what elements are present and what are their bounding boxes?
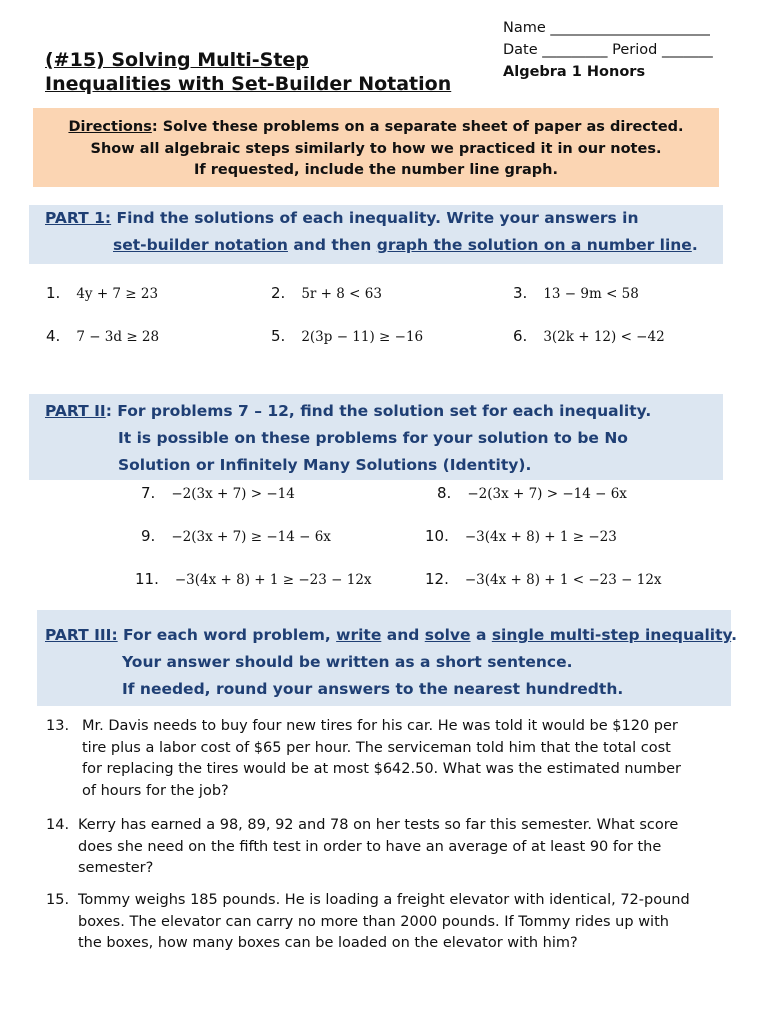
problem-3: 3. 13 − 9m < 58: [513, 284, 639, 302]
part1-label: PART 1:: [45, 209, 112, 227]
problem-2: 2. 5r + 8 < 63: [271, 284, 382, 302]
directions-line-3: If requested, include the number line graph.: [193, 162, 559, 178]
directions-line-2: Show all algebraic steps similarly to how we practiced it in our notes.: [90, 140, 662, 157]
problem-7: 7. −2(3x + 7) > −14: [141, 484, 295, 502]
part1-line-2: set-builder notation and then graph the solution on a number line.: [113, 236, 698, 254]
part2-line-1: PART II: For problems 7 – 12, find the solution set for each inequality.: [45, 402, 652, 420]
title-line-1: (#15) Solving Multi-Step: [45, 49, 309, 71]
part3-line-1: PART III: For each word problem, write and solve a single multi-step inequality.: [45, 626, 738, 644]
problem-9: 9. −2(3x + 7) ≥ −14 − 6x: [141, 527, 331, 545]
part2-line-2: It is possible on these problems for your solution to be No: [118, 429, 628, 447]
problem-4: 4. 7 − 3d ≥ 28: [46, 327, 160, 345]
problem-6: 6. 3(2k + 12) < −42: [513, 327, 665, 345]
problem-1: 1. 4y + 7 ≥ 23: [46, 284, 159, 302]
problem-8: 8. −2(3x + 7) > −14 − 6x: [437, 484, 627, 502]
problem-11: 11. −3(4x + 8) + 1 ≥ −23 − 12x: [135, 570, 372, 588]
problem-12: 12. −3(4x + 8) + 1 < −23 − 12x: [425, 570, 662, 588]
word-problem-13: 13. Mr. Davis needs to buy four new tires for his car. He was told it would be $120 per tire plus a labor cost of $65 per hour. The serviceman told him that the total cost for replacing the tires would be at most $642.50. What was the estimated number of hours for the job?: [46, 718, 682, 799]
part3-line-3: If needed, round your answers to the nearest hundredth.: [122, 680, 624, 698]
title-line-2: Inequalities with Set-Builder Notation: [45, 73, 452, 95]
problem-10: 10. −3(4x + 8) + 1 ≥ −23: [425, 527, 617, 545]
directions-label: Directions: [68, 119, 152, 135]
part2-box: [29, 394, 723, 480]
course-label: Algebra 1 Honors: [503, 64, 646, 80]
part2-label: PART II: [45, 402, 106, 420]
part3-line-2: Your answer should be written as a short sentence.: [122, 653, 573, 671]
worksheet-title: [45, 48, 451, 96]
part1-box: [29, 205, 723, 264]
part3-label: PART III:: [45, 626, 118, 644]
problem-5: 5. 2(3p − 11) ≥ −16: [271, 327, 424, 345]
directions-box: [33, 108, 719, 187]
part2-line-3: Solution or Infinitely Many Solutions (Identity).: [118, 456, 532, 474]
word-problem-15: 15. Tommy weighs 185 pounds. He is loading a freight elevator with identical, 72-pound boxes. The elevator can carry no more than 2000 pounds. If Tommy rides up with the boxes, how many boxes can be loaded on the elevator with him?: [46, 892, 690, 951]
directions-line-1: Directions: Solve these problems on a separate sheet of paper as directed.: [68, 119, 684, 135]
date-period-field: Date _________ Period _______: [503, 42, 713, 58]
part1-line-1: PART 1: Find the solutions of each inequality. Write your answers in: [45, 209, 639, 227]
word-problem-14: 14. Kerry has earned a 98, 89, 92 and 78 on her tests so far this semester. What score does she need on the fifth test in order to have an average of at least 90 for the semester?: [46, 817, 679, 876]
name-field: Name ______________________: [503, 20, 710, 36]
part3-box: [37, 610, 738, 706]
